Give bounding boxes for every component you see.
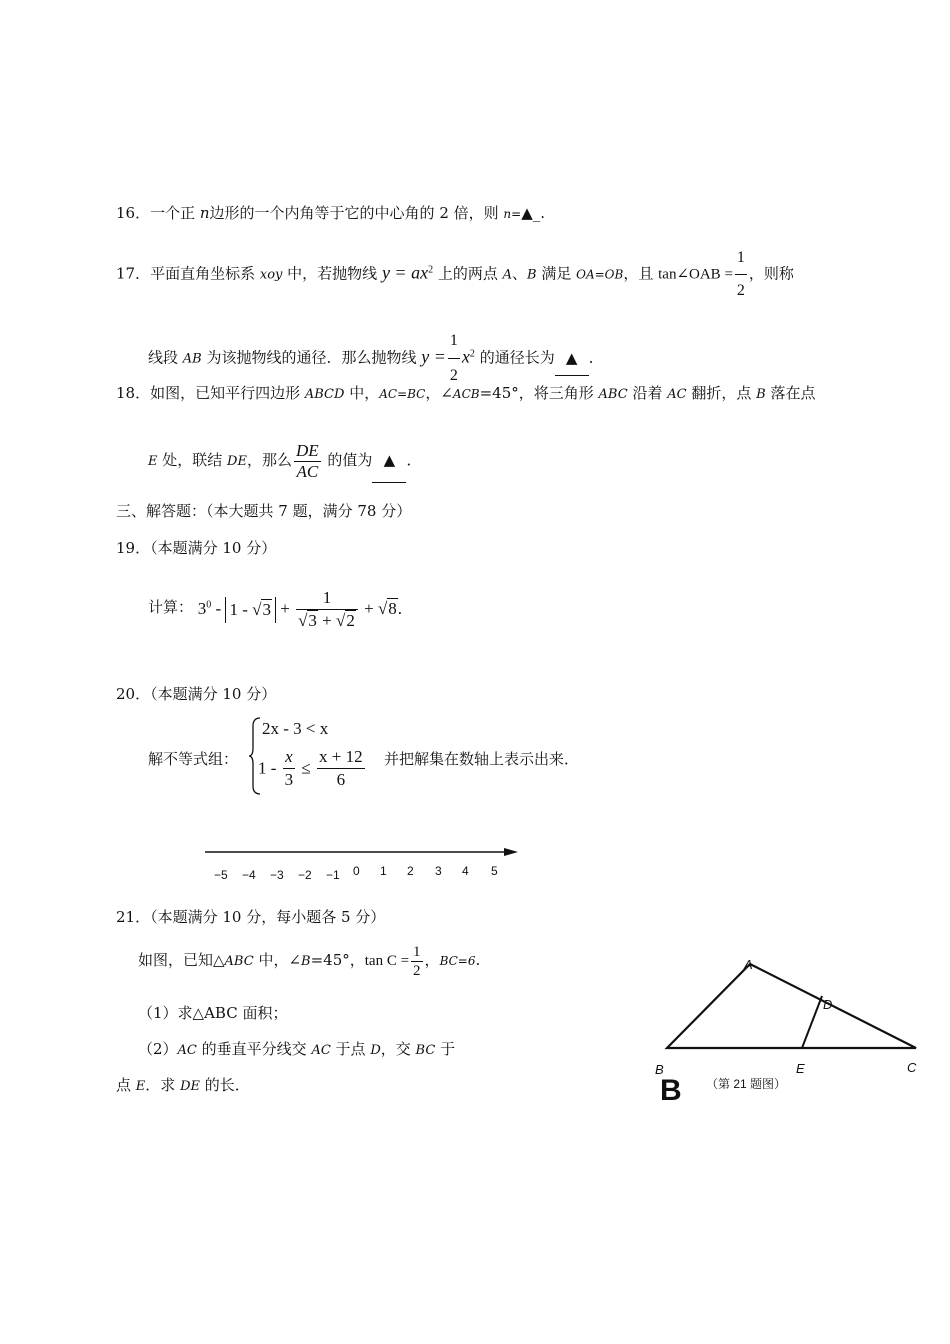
q20-frac2-num: x + 12 [319,747,363,766]
figure-label-c: C [907,1060,917,1075]
q16-end: _. [532,204,546,222]
figure-label-d: D [823,997,833,1012]
q20-frac-1 [283,746,296,791]
question-16 [116,202,545,223]
q21-intro-3: =45°， [310,951,365,969]
figure-label-a: A [744,957,753,972]
q19-fraction [296,587,358,632]
q18-text-6: 翻折，点 [686,384,757,402]
figure-label-b: B [655,1062,664,1077]
q17-point-b: B [527,267,537,283]
q19-frac-num: 1 [322,588,332,608]
q17-frac-den: 2 [735,274,747,307]
q17-text-4: 满足 [536,264,577,283]
q17-sep: 、 [512,264,528,283]
q21-bc: BC=6 [439,954,476,968]
q18-frac-num: DE [295,440,319,460]
q19-rad-a: 3 [308,611,317,631]
question-19-header: 19．（本题满分 10 分） [116,539,277,557]
q17-text-2: 中，若抛物线 [282,264,382,283]
q21-p3-de: DE [180,1079,200,1094]
q19-plus-in: + [317,611,337,631]
q18-frac-den: AC [294,461,321,482]
q20-frac-2 [317,746,365,791]
q20-ineq2-le: ≤ [297,758,316,778]
figure-caption: （第 21 题图） [706,1077,787,1091]
q17-xoy: xoy [259,267,283,283]
q17-oa-ob: OA=OB [576,267,624,282]
q17-text-6: ，则称 [748,264,794,283]
q21-p3-2: ．求 [145,1076,181,1094]
q21-p2-5: 于 [435,1040,456,1058]
q21-abc: ABC [224,954,254,969]
q18-number: 18． [116,384,151,402]
q18-text-2: 中， [344,384,380,402]
q18-acb: ACB [452,387,480,401]
figure-big-b: B [660,1074,682,1107]
question-17 [116,242,794,307]
q21-frac-num: 1 [413,943,421,960]
q17-parabola-eq: y = ax [381,262,429,283]
q19-expression: $3^0 - 1 - √3$ + $\frac{1}{√3 + √2}$ + √8. [197,588,403,631]
q21-b: B [301,954,311,969]
q21-part-1: （1）求△ABC 面积； [138,1004,288,1022]
q21-p2-3: 于点 [330,1040,371,1058]
q17-fraction [735,242,747,307]
q21-tan: tan C = [364,953,410,969]
number-line-label: −5 [214,868,228,882]
question-18 [116,382,815,403]
q21-p2-2: 的垂直平分线交 [196,1040,312,1058]
q18-text-4: =45°，将三角形 [479,384,599,402]
q16-number: 16． [116,204,151,222]
q17-end: ． [588,348,604,367]
q16-text-1: 一个正 [150,204,200,222]
number-line-label: −3 [270,868,284,882]
number-line-label: −4 [242,868,256,882]
q18-b: B [756,387,766,402]
q18-text-3: ，∠ [425,384,453,402]
q20-ineq2-left: 1 - [258,758,281,778]
q17-eq2-den: 2 [448,358,460,393]
q16-n: n [199,204,210,222]
q17-parabola-exp: 2 [428,264,434,276]
q17-eq2-right: x [461,346,470,367]
q20-ineq-1: 2x - 3 < x [262,719,329,738]
q17-eq2-left: y = [421,346,446,367]
segment-de [802,996,822,1048]
q21-p2-bc: BC [415,1043,436,1058]
q19-end: . [397,598,403,618]
q20-frac2-den: 6 [317,768,365,791]
question-20-header: 20．（本题满分 10 分） [116,685,277,703]
q17-eq2-num: 1 [449,332,458,349]
q16-n-eq: n= [503,207,522,221]
number-line-label: 0 [353,864,360,878]
q21-intro-1: 如图，已知△ [138,951,225,969]
q21-p2-ac: AC [177,1043,197,1058]
q18-abcd: ABCD [304,387,345,402]
figure-label-e: E [796,1061,805,1076]
answer-triangle-icon: ▲ [555,341,589,376]
q21-intro-4: ， [424,951,440,969]
q17-frac-num: 1 [736,249,745,266]
q19-abs-one: 1 - [229,599,253,619]
number-line-label: 2 [407,864,414,878]
number-line-label: 5 [491,864,498,878]
q21-p3-e: E [135,1079,146,1094]
q18-ac-bc: AC=BC [379,387,426,401]
q20-frac1-num: x [285,747,293,766]
answer-triangle-icon: ▲ [372,438,406,483]
q20-tail: 并把解集在数轴上表示出来． [384,750,580,768]
q19-absolute-value: 1 - √3 [225,597,276,623]
question-18-line-2 [148,438,421,484]
number-line [200,842,530,862]
q21-p2-1: （2） [138,1040,178,1058]
q17-point-a: A [502,267,512,283]
q18-fraction [294,441,321,482]
q19-frac-den: √3 + √2 [296,609,358,632]
q21-intro-end: . [475,951,481,969]
q21-part-2 [138,1038,455,1059]
q17-line2-text-1: 线段 [148,348,183,367]
q18-text-5: 沿着 [627,384,668,402]
q17-tan: tan∠OAB = [658,266,733,283]
q18-abc: ABC [598,387,628,402]
q18-ac: AC [667,387,687,402]
number-line-label: −2 [298,868,312,882]
q21-p3-3: 的长． [199,1076,250,1094]
q17-eq2-exp: 2 [469,348,475,360]
q17-text-3: 上的两点 [433,264,503,283]
number-line-label: 3 [435,864,442,878]
answer-triangle-icon: ▲ [521,204,533,222]
q21-p3-1: 点 [116,1076,136,1094]
q17-text-1: 平面直角坐标系 [150,264,260,283]
q19-base: 3 [197,598,207,618]
q20-label: 解不等式组： [148,750,239,768]
q20-ineq-2 [258,746,367,791]
q19-abs-rad: 3 [262,599,271,619]
q17-line2-text-3: 的通径长为 [474,348,555,367]
question-21-header: 21．（本题满分 10 分，每小题各 5 分） [116,908,386,926]
q17-line2-text-2: 为该抛物线的通径．那么抛物线 [201,348,422,367]
q19-minus: - [211,598,226,618]
q21-p2-4: ，交 [380,1040,416,1058]
q18-line2-text-2: ，那么 [246,451,292,469]
q17-text-5: ，且 [623,264,659,283]
q19-label: 计算： [148,597,194,616]
q18-line2-text-3: 的值为 [322,451,373,469]
triangle-abc [667,964,916,1048]
question-19-body [148,580,402,634]
q20-frac1-den: 3 [284,770,294,789]
q21-fraction [411,943,423,980]
q19-plus-2: + [359,598,378,618]
q18-e: E [148,454,158,469]
q17-ab: AB [182,351,202,367]
q19-plus-1: + [275,598,295,618]
number-line-label: −1 [326,868,340,882]
q21-part-3 [116,1074,250,1095]
q18-de: DE [227,454,247,469]
q21-p2-ac2: AC [311,1043,331,1058]
q21-p2-d: D [370,1043,381,1058]
q19-exp: 0 [206,599,212,610]
q18-line2-text-1: 处，联结 [157,451,228,469]
q18-text-1: 如图，已知平行四边形 [150,384,305,402]
section-3-heading: 三、解答题：（本大题共 7 题，满分 78 分） [116,502,412,520]
number-line-label: 1 [380,864,387,878]
q19-rad-c: 8 [388,598,397,618]
q18-end: ． [406,451,422,469]
triangle-figure [640,950,940,1060]
q19-rad-b: 2 [346,611,355,631]
q21-frac-den: 2 [413,962,421,979]
q16-text-2: 边形的一个内角等于它的中心角的 2 倍，则 [209,204,504,222]
q21-intro-2: 中，∠ [253,951,302,969]
q18-text-7: 落在点 [765,384,816,402]
q21-intro [138,942,480,980]
number-line-label: 4 [462,864,469,878]
q17-number: 17． [116,264,151,283]
